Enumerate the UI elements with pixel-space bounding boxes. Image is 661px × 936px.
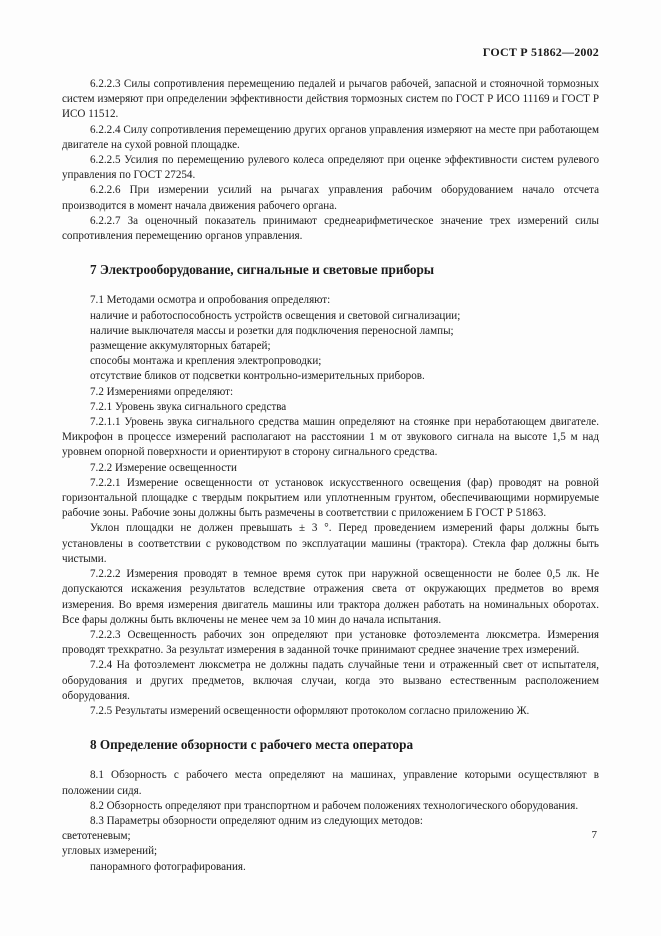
paragraph-7-2-1-1: 7.2.1.1 Уровень звука сигнального средства машин определяют на стоянке при неработающем двигателе. Микрофон в процессе измерений располагают на расстоянии 1 м от звукового сигнала на высоте 1,5 м над уровнем опорной поверхности и ориентируют в сторону сигнального средства. [62,416,599,459]
page-number: 7 [591,829,597,841]
list-item: угловых измерений; [62,845,158,858]
paragraph-7-2-2-1: 7.2.2.1 Измерение освещенности от установок искусственного освещения (фар) проводят на ровной горизонтальной площадке с твердым покрытием или уплотненным грунтом, обеспечивающими нормируемые рабочие зоны. Рабочие зоны должны быть размечены в соответствии с приложением Б ГОСТ Р 51863. [62,476,599,520]
list-item: наличие и работоспособность устройств освещения и световой сигнализации; [90,309,461,322]
section-7-heading: 7 Электрооборудование, сигнальные и световые приборы [90,262,435,278]
paragraph-7-1: 7.1 Методами осмотра и опробования определяют: [90,294,331,307]
paragraph-7-2-1: 7.2.1 Уровень звука сигнального средства [90,400,287,413]
paragraph-7-2: 7.2 Измерениями определяют: [90,385,234,398]
list-item: способы монтажа и крепления электропроводки; [90,355,322,368]
paragraph-6-2-2-3: 6.2.2.3 Силы сопротивления перемещению педалей и рычагов рабочей, запасной и стояночной тормозных систем измеряют при определении эффективности действия тормозных систем по ГОСТ Р ИСО 11169 и ГОСТ Р ИСО 11512. [62,78,599,121]
paragraph-6-2-2-7: 6.2.2.7 За оценочный показатель принимают среднеарифметическое значение трех измерений силы сопротивления перемещению органов управления. [62,214,599,243]
paragraph-8-1: 8.1 Обзорность с рабочего места определяют на машинах, управление которыми осуществляют в положении сидя. [62,769,599,797]
paragraph-slope: Уклон площадки не должен превышать ± 3 °. Перед проведением измерений фары должны быть установлены в соответствии с руководством по эксплуатации машины (трактора). Стекла фар должны быть чистыми. [62,522,599,565]
paragraph-6-2-2-4: 6.2.2.4 Силу сопротивления перемещению других органов управления измеряют на месте при работающем двигателе на сухой ровной площадке. [62,123,599,151]
list-item: наличие выключателя массы и розетки для подключения переносной лампы; [90,324,454,337]
paragraph-7-2-5: 7.2.5 Результаты измерений освещенности оформляют протоколом согласно приложению Ж. [90,704,530,717]
paragraph-6-2-2-5: 6.2.2.5 Усилия по перемещению рулевого колеса определяют при оценке эффективности систем рулевого управления по ГОСТ 27254. [62,154,599,182]
section-8-heading: 8 Определение обзорности с рабочего места оператора [90,737,414,753]
paragraph-7-2-2-3: 7.2.2.3 Освещенность рабочих зон определяют при установке фотоэлемента люксметра. Измерения проводят трехкратно. За результат измерения в заданной точке принимают среднее значение трех измерений. [62,628,599,657]
paragraph-8-3: 8.3 Параметры обзорности определяют одним из следующих методов: [90,814,423,827]
paragraph-7-2-4: 7.2.4 На фотоэлемент люксметра не должны падать случайные тени и отраженный свет от испытателя, оборудования и других предметов, включая случаи, когда это вызвано естественным расположением оборудования. [62,659,599,702]
paragraph-8-2: 8.2 Обзорность определяют при транспортном и рабочем положениях технологического оборудования. [90,799,579,812]
list-item: панорамного фотографирования. [90,860,246,873]
paragraph-6-2-2-6: 6.2.2.6 При измерении усилий на рычагах управления рабочим оборудованием начало отсчета производится в момент начала движения рабочего органа. [62,184,599,212]
document-header: ГОСТ Р 51862—2002 [482,45,599,59]
paragraph-7-2-2-2: 7.2.2.2 Измерения проводят в темное время суток при наружной освещенности не более 0,5 лк. Не допускаются искажения результатов вследствие отражения света от окружающих предметов во время измерения. Во время измерения двигатель машины или трактора должен работать на номинальных оборотах. Все фары должны быть включены не менее чем за 10 мин до начала испытания. [62,568,599,626]
list-item: размещение аккумуляторных батарей; [90,340,271,353]
page-content [62,77,599,875]
list-item: светотеневым; [62,830,131,843]
paragraph-7-2-2: 7.2.2 Измерение освещенности [90,461,237,474]
list-item: отсутствие бликов от подсветки контрольно-измерительных приборов. [90,370,425,383]
